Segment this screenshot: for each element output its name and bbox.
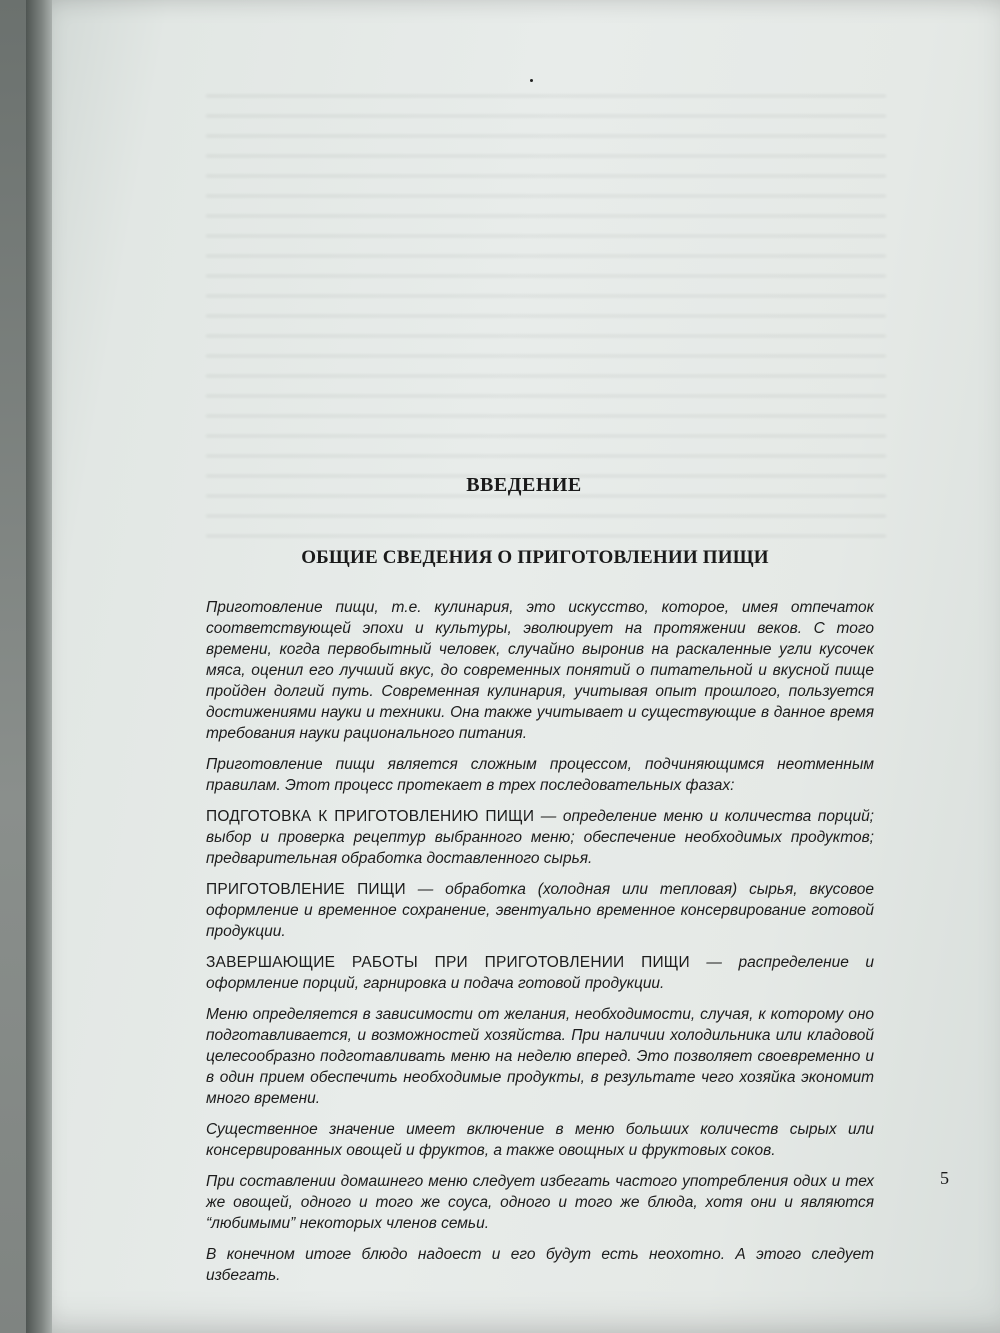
- paragraph-lead: ЗАВЕРШАЮЩИЕ РАБОТЫ ПРИ ПРИГОТОВЛЕНИИ ПИЩИ: [206, 954, 690, 971]
- paragraph-text: Приготовление пищи, т.е. кулинария, это искусство, которое, имея отпечаток соответствующей эпохи и культуры, эволюирует на протяжении веков. С того времени, когда первобытный человек, случайно выронив на раскаленные угли кусочек мяса, оценил его лучший вкус, до современных понятий о питательной и вкусной пище пройден долгий путь. Современная кулинария, учитывая опыт прошлого, пользуется достижениями науки и техники. Она также учитывает и существующие в данное время требования науки рационального питания.: [206, 599, 874, 742]
- paragraph-text: — обработка (холодная или тепловая) сырья, вкусовое оформление и временное сохранение, эвентуально временное консервирование готовой продукции.: [206, 881, 874, 940]
- paragraph-text: Меню определяется в зависимости от желания, необходимости, случая, к которому оно подготавливается, и возможностей хозяйства. При наличии холодильника или кладовой целесообразно подготавливать меню на неделю вперед. Это позволяет своевременно и в один прием обеспечить необходимые продукты, в результате чего хозяйка экономит много времени.: [206, 1006, 874, 1107]
- print-speck: [530, 79, 533, 82]
- paragraph: [206, 879, 874, 942]
- paragraph-text: В конечном итоге блюдо надоест и его будут есть неохотно. А этого следует избегать.: [206, 1246, 874, 1284]
- paragraph: [206, 1004, 874, 1109]
- paragraph: [206, 952, 874, 994]
- page-title: ВВЕДЕНИЕ: [466, 474, 582, 496]
- paragraph: [206, 1244, 874, 1286]
- paragraph-text: — определение меню и количества порций; выбор и проверка рецептур выбранного меню; обеспечение необходимых продуктов; предварительная обработка доставленного сырья.: [206, 808, 874, 867]
- paragraph-text: При составлении домашнего меню следует избегать частого употребления одих и тех же овощей, одного и того же соуса, одного и того же блюда, хотя они и являются “любимыми” некоторых членов семьи.: [206, 1173, 874, 1232]
- page-binding: [26, 0, 52, 1333]
- paragraph: [206, 754, 874, 796]
- paragraph: [206, 597, 874, 744]
- paragraph-text: — распределение и оформление порций, гарнировка и подача готовой продукции.: [206, 954, 874, 992]
- paragraph-lead: ПОДГОТОВКА К ПРИГОТОВЛЕНИЮ ПИЩИ: [206, 808, 535, 825]
- page-number: 5: [940, 1168, 949, 1188]
- body-text: [206, 597, 874, 1296]
- paragraph-text: Приготовление пищи является сложным процессом, подчиняющимся неотменным правилам. Этот процесс протекает в трех последовательных фазах:: [206, 756, 874, 794]
- paragraph: [206, 1119, 874, 1161]
- section-title: ОБЩИЕ СВЕДЕНИЯ О ПРИГОТОВЛЕНИИ ПИЩИ: [301, 547, 769, 568]
- paragraph-lead: ПРИГОТОВЛЕНИЕ ПИЩИ: [206, 881, 406, 898]
- paragraph-text: Существенное значение имеет включение в меню больших количеств сырых или консервированных овощей и фруктов, а также овощных и фруктовых соков.: [206, 1121, 874, 1159]
- paragraph: [206, 1171, 874, 1234]
- paragraph: [206, 806, 874, 869]
